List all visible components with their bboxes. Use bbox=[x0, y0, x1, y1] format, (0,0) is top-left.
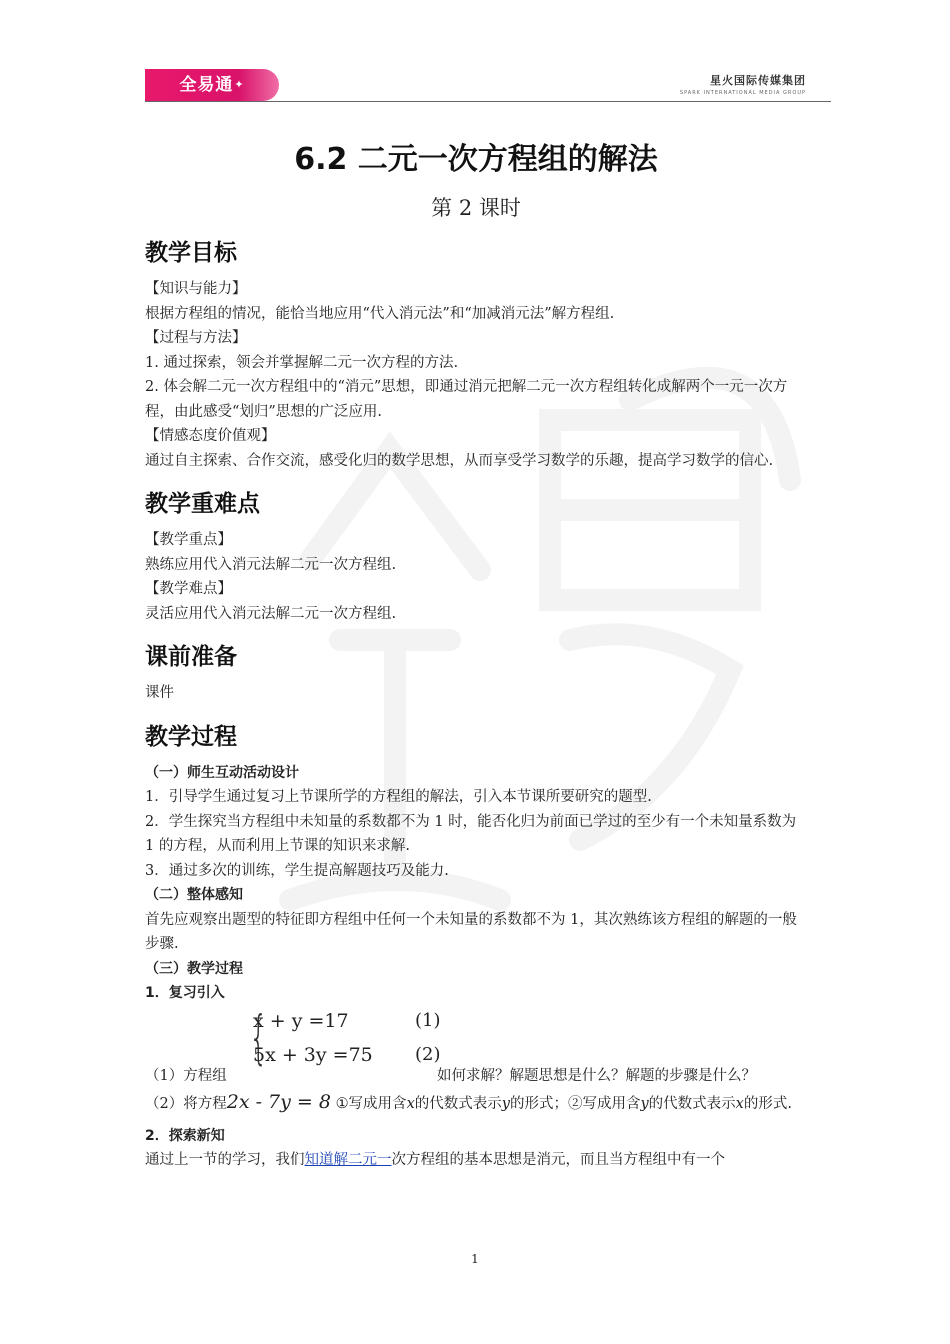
page-title: 6.2 二元一次方程组的解法 bbox=[294, 142, 658, 177]
question-1-label: （1）方程组 bbox=[145, 1067, 227, 1084]
text-knowledge: 根据方程组的情况，能恰当地应用“代入消元法”和“加减消元法”解方程组. bbox=[145, 305, 615, 322]
document-body bbox=[145, 130, 807, 1173]
sparkle-icon: ✦ bbox=[234, 78, 245, 91]
text-method-1: 1. 通过探索，领会并掌握解二元一次方程的方法. bbox=[145, 354, 459, 371]
publisher-brand bbox=[680, 72, 806, 96]
section-heading-prep: 课前准备 bbox=[145, 644, 237, 670]
question-1-text: 如何求解？解题思想是什么？解题的步骤是什么？ bbox=[437, 1067, 756, 1084]
text-interaction-3: 3．通过多次的训练，学生提高解题技巧及能力. bbox=[145, 862, 449, 879]
section-heading-keypoints: 教学重难点 bbox=[145, 491, 260, 517]
page-number: 1 bbox=[471, 1252, 479, 1266]
label-method: 【过程与方法】 bbox=[145, 330, 247, 346]
equation-2: 5x + 3y =75 bbox=[253, 1043, 373, 1066]
label-review: 1．复习引入 bbox=[145, 985, 225, 1001]
label-overview: （二）整体感知 bbox=[145, 887, 243, 903]
link-known[interactable]: 知道解二元一 bbox=[304, 1152, 392, 1168]
label-teaching: （三）教学过程 bbox=[145, 960, 243, 977]
text-difficulty: 灵活应用代入消元法解二元一次方程组. bbox=[145, 605, 397, 622]
label-difficulty: 【教学难点】 bbox=[145, 581, 232, 597]
text-method-2: 2. 体会解二元一次方程组中的“消元”思想，即通过消元把解二元一次方程组转化成解两个一元一次方程，由此感受“划归”思想的广泛应用. bbox=[145, 379, 788, 420]
text-emotion: 通过自主探索、合作交流，感受化归的数学思想，从而享受学习数学的乐趣，提高学习数学的信心. bbox=[145, 452, 774, 469]
question-2: （2）将方程2x - 7y = 8 ①写成用含x的代数式表示y的形式；②写成用含y的代数式表示x的形式. bbox=[145, 1090, 792, 1113]
label-explore: 2．探索新知 bbox=[145, 1127, 225, 1144]
text-key: 熟练应用代入消元法解二元一次方程组. bbox=[145, 556, 397, 573]
text-prep: 课件 bbox=[145, 685, 174, 701]
equation-system bbox=[145, 1002, 807, 1088]
publisher-name-en: SPARK INTERNATIONAL MEDIA GROUP bbox=[679, 90, 806, 96]
text-explore: 通过上一节的学习，我们知道解二元一次方程组的基本思想是消元，而且当方程组中有一个 bbox=[145, 1152, 725, 1168]
header-divider bbox=[145, 101, 831, 102]
section-heading-process: 教学过程 bbox=[145, 723, 237, 750]
brand-logo: 全易通✦ bbox=[145, 69, 279, 101]
text-interaction-2: 2．学生探究当方程组中未知量的系数都不为 1 时，能否化归为前面已学过的至少有一个未知量系数为 1 的方程，从而利用上节课的知识来求解. bbox=[145, 813, 797, 854]
text-overview: 首先应观察出题型的特征即方程组中任何一个未知量的系数都不为 1，其次熟练该方程组的解题的一般步骤. bbox=[145, 911, 797, 952]
section-heading-goals: 教学目标 bbox=[145, 240, 237, 266]
equation-number-1: (1) bbox=[415, 1009, 441, 1031]
label-key: 【教学重点】 bbox=[145, 532, 232, 548]
text-interaction-1: 1．引导学生通过复习上节课所学的方程组的解法，引入本节课所要研究的题型. bbox=[145, 789, 652, 805]
brace-icon: { bbox=[249, 1002, 268, 1071]
page-subtitle: 第 2 课时 bbox=[431, 196, 521, 220]
publisher-name: 星火国际传媒集团 bbox=[710, 74, 806, 87]
equation-3: 2x - 7y = 8 bbox=[226, 1090, 331, 1113]
equation-number-2: (2) bbox=[415, 1043, 441, 1065]
label-knowledge: 【知识与能力】 bbox=[145, 281, 247, 297]
equation-1: x + y =17 bbox=[253, 1009, 349, 1032]
label-emotion: 【情感态度价值观】 bbox=[145, 428, 276, 444]
label-interaction: （一）师生互动活动设计 bbox=[145, 764, 299, 781]
